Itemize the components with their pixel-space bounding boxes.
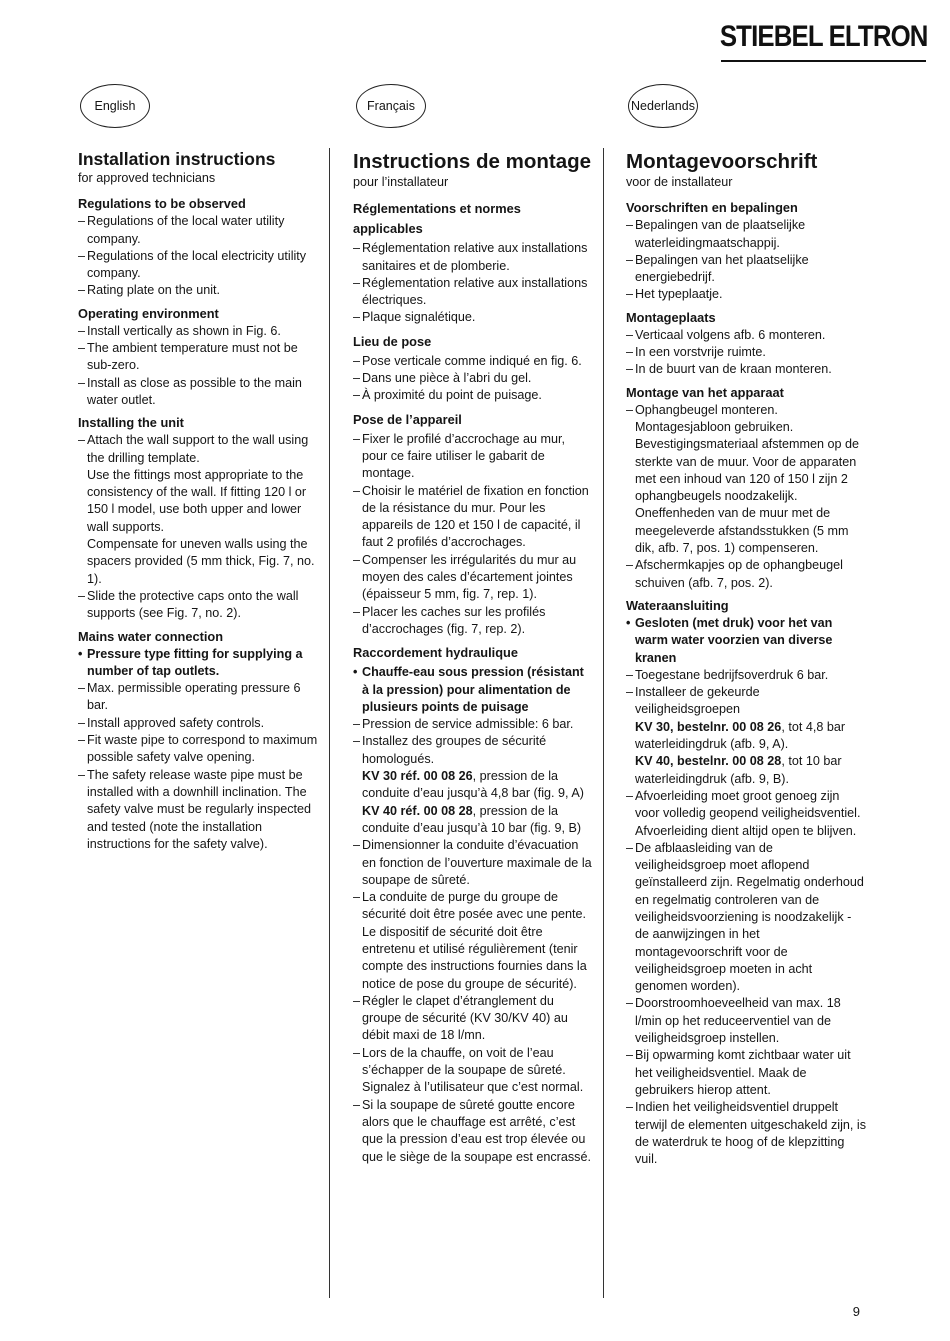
- list-item: – Bepalingen van de plaatselijke waterleidingmaatschappij.: [626, 217, 866, 252]
- list-item: – Verticaal volgens afb. 6 monteren.: [626, 327, 866, 344]
- list-item: – Si la soupape de sûreté goutte encore alors que le chauffage est arrêté, c’est que la pression d’eau est trop élevée ou que le siège de la soupape est encrassé.: [353, 1097, 593, 1166]
- list-item-text: – Installeer de gekeurde veiligheidsgroepen: [635, 685, 760, 717]
- list-item: – Lors de la chauffe, on voit de l’eau s’échapper de la soupape de sûreté. Signalez à l’utilisateur que c’est normal.: [353, 1045, 593, 1097]
- list-item: – Pose verticale comme indiqué en fig. 6.: [353, 353, 593, 370]
- list-item-text: – Attach the wall support to the wall using the drilling template.: [87, 433, 309, 465]
- list-item: [626, 684, 866, 788]
- list-item: – Réglementation relative aux installations électriques.: [353, 275, 593, 310]
- section-title: Installation instructions: [78, 149, 276, 169]
- list-item: – Install approved safety controls.: [78, 715, 323, 732]
- section-subtitle: pour l’installateur: [353, 175, 449, 189]
- model-text: , tot 4,8 bar waterleidingdruk (afb. 9, A).: [635, 719, 846, 752]
- model-line: [635, 753, 866, 788]
- model-code: KV 30 réf. 00 08 26: [362, 769, 473, 784]
- list-item: – Regulations of the local water utility company.: [78, 213, 323, 248]
- list-item-text: – Installez des groupes de sécurité homologués.: [362, 734, 547, 766]
- list-item: – Fit waste pipe to correspond to maximum possible safety valve opening.: [78, 732, 323, 767]
- page-number: 9: [852, 1304, 860, 1319]
- list-item: – Rating plate on the unit.: [78, 282, 323, 299]
- model-code: KV 40, bestelnr. 00 08 28: [635, 754, 782, 769]
- list-item: – Dans une pièce à l’abri du gel.: [353, 370, 593, 387]
- list-item: – Ophangbeugel monteren. Montagesjabloon gebruiken. Bevestigingsmateriaal afstemmen op de sterkte van de muur. Voor de apparaten met een inhoud van 120 of 150 l zijn 2 ophangbeugels noodzakelijk. Oneffenheden van de muur met de meegeleverde afstandsstukken (5 mm dik, afb. 7, pos. 1) compenseren.: [626, 402, 866, 558]
- list-item: – Régler le clapet d’étranglement du groupe de sécurité (KV 30/KV 40) au débit maxi de 18 l/mn.: [353, 993, 593, 1045]
- bullet-item: • Pressure type fitting for supplying a number of tap outlets.: [78, 646, 323, 681]
- list-item: [353, 733, 593, 837]
- list-item: – Indien het veiligheidsventiel druppelt terwijl de elementen uitgeschakeld zijn, is de waterdruk te hoog of de klepzitting vuil.: [626, 1099, 866, 1168]
- list-item: – Réglementation relative aux installations sanitaires et de plomberie.: [353, 240, 593, 275]
- heading-location: Lieu de pose: [353, 333, 432, 349]
- list-item: – De afblaasleiding van de veiligheidsgroep moet aflopend geïnstalleerd zijn. Regelmatig onderhoud en regelmatig controleren van de veiligheidsvoorziening is noodzakelijk - de aanwijzingen in het montagevoorschrift voor de veiligheidsgroep moeten in acht genomen worden).: [626, 840, 866, 996]
- list-item: – Doorstroomhoeveelheid van max. 18 l/min op het reduceerventiel van de veiligheidsgroep instellen.: [626, 995, 866, 1047]
- model-text: , tot 10 bar waterleidingdruk (afb. 9, B).: [635, 754, 842, 786]
- list-item: – Placer les caches sur les profilés d’accrochages (fig. 7, rep. 2).: [353, 604, 593, 639]
- brand-logo: STIEBEL ELTRON: [720, 20, 928, 53]
- model-code: KV 40 réf. 00 08 28: [362, 803, 473, 818]
- section-subtitle: for approved technicians: [78, 171, 216, 185]
- list-item: – Dimensionner la conduite d’évacuation en fonction de l’ouverture maximale de la soupape de sûreté.: [353, 837, 593, 889]
- list-item: – Pression de service admissible: 6 bar.: [353, 716, 593, 733]
- list-item: – In een vorstvrije ruimte.: [626, 344, 866, 361]
- list-item: – La conduite de purge du groupe de sécurité doit être posée avec une pente. Le dispositif de sécurité doit être entretenu et utilisé régulièrement (tenir compte des instructions fournies dans la notice de pose du groupe de sécurité).: [353, 889, 593, 993]
- model-text: , pression de la conduite d’eau jusqu’à 4,8 bar (fig. 9, A): [362, 769, 584, 801]
- english-column: [78, 148, 323, 853]
- heading-operating-environment: Operating environment: [78, 305, 219, 321]
- list-item: – Toegestane bedrijfsoverdruk 6 bar.: [626, 667, 866, 684]
- heading-regulations: Voorschriften en bepalingen: [626, 200, 798, 216]
- list-item: – Slide the protective caps onto the wall supports (see Fig. 7, no. 2).: [78, 588, 323, 623]
- list-item: – The safety release waste pipe must be installed with a downhill inclination. The safety valve must be regularly inspected and tested (note the installation instructions for the safety valve).: [78, 767, 323, 853]
- heading-mounting: Montage van het apparaat: [626, 384, 784, 400]
- model-line: [635, 719, 866, 754]
- list-item-text: Compensate for uneven walls using the spacers provided (5 mm thick, Fig. 7, no. 1).: [87, 537, 315, 586]
- list-item: – Choisir le matériel de fixation en fonction de la résistance du mur. Pour les appareils de 120 et 150 l de capacité, il faut 2 profilés d’accrochages.: [353, 483, 593, 552]
- heading-mains-water: Mains water connection: [78, 628, 224, 644]
- list-item: – Het typeplaatje.: [626, 286, 866, 303]
- list-item: – Install as close as possible to the main water outlet.: [78, 375, 323, 410]
- list-item: – Afschermkapjes op de ophangbeugel schuiven (afb. 7, pos. 2).: [626, 557, 866, 592]
- list-item: [78, 432, 323, 588]
- language-label-french: Français: [356, 84, 426, 128]
- bullet-item: • Chauffe-eau sous pression (résistant à la pression) pour alimentation de plusieurs points de puisage: [353, 664, 593, 716]
- heading-hydraulic-connection: Raccordement hydraulique: [353, 645, 518, 661]
- bullet-item: • Gesloten (met druk) voor het van warm water voorzien van diverse kranen: [626, 615, 866, 667]
- heading-installing-unit: Installing the unit: [78, 415, 184, 431]
- language-label-dutch: Nederlands: [628, 84, 698, 128]
- section-title: Instructions de montage: [353, 150, 592, 173]
- list-item: – In de buurt van de kraan monteren.: [626, 361, 866, 378]
- list-item: – The ambient temperature must not be sub-zero.: [78, 340, 323, 375]
- list-item: – À proximité du point de puisage.: [353, 387, 593, 404]
- heading-mounting: Pose de l’appareil: [353, 411, 462, 427]
- heading-water-connection: Wateraansluiting: [626, 597, 729, 613]
- heading-location: Montageplaats: [626, 309, 716, 325]
- model-code: KV 30, bestelnr. 00 08 26: [635, 719, 782, 734]
- list-item: – Afvoerleiding moet groot genoeg zijn voor volledig geopend veiligheidsventiel. Afvoerleiding dient altijd open te blijven.: [626, 788, 866, 840]
- model-line: [362, 803, 593, 838]
- list-item: – Bij opwarming komt zichtbaar water uit het veiligheidsventiel. Maak de gebruikers hierop attent.: [626, 1047, 866, 1099]
- dutch-column: [626, 150, 866, 1168]
- language-label-english: English: [80, 84, 150, 128]
- brand-underline: [721, 60, 926, 62]
- list-item: – Install vertically as shown in Fig. 6.: [78, 323, 323, 340]
- list-item: – Max. permissible operating pressure 6 bar.: [78, 680, 323, 715]
- model-text: , pression de la conduite d’eau jusqu’à 10 bar (fig. 9, B): [362, 803, 582, 835]
- heading-regulations: Réglementations et normes applicables: [353, 201, 521, 237]
- section-subtitle: voor de installateur: [626, 175, 733, 189]
- section-title: Montagevoorschrift: [626, 150, 818, 173]
- model-line: [362, 768, 593, 803]
- french-column: [353, 150, 593, 1166]
- list-item: – Bepalingen van het plaatselijke energiebedrijf.: [626, 252, 866, 287]
- list-item: – Fixer le profilé d’accrochage au mur, pour ce faire utiliser le gabarit de montage.: [353, 431, 593, 483]
- column-divider: [329, 148, 330, 1298]
- list-item: – Plaque signalétique.: [353, 309, 593, 326]
- list-item-text: Use the fittings most appropriate to the consistency of the wall. If fitting 120 l or 150 l model, use both upper and lower wall supports.: [87, 467, 307, 534]
- list-item: – Compenser les irrégularités du mur au moyen des cales d’écartement jointes (épaisseur 5 mm, fig. 7, rep. 1).: [353, 552, 593, 604]
- heading-regulations: Regulations to be observed: [78, 196, 246, 212]
- list-item: – Regulations of the local electricity utility company.: [78, 248, 323, 283]
- column-divider: [603, 148, 604, 1298]
